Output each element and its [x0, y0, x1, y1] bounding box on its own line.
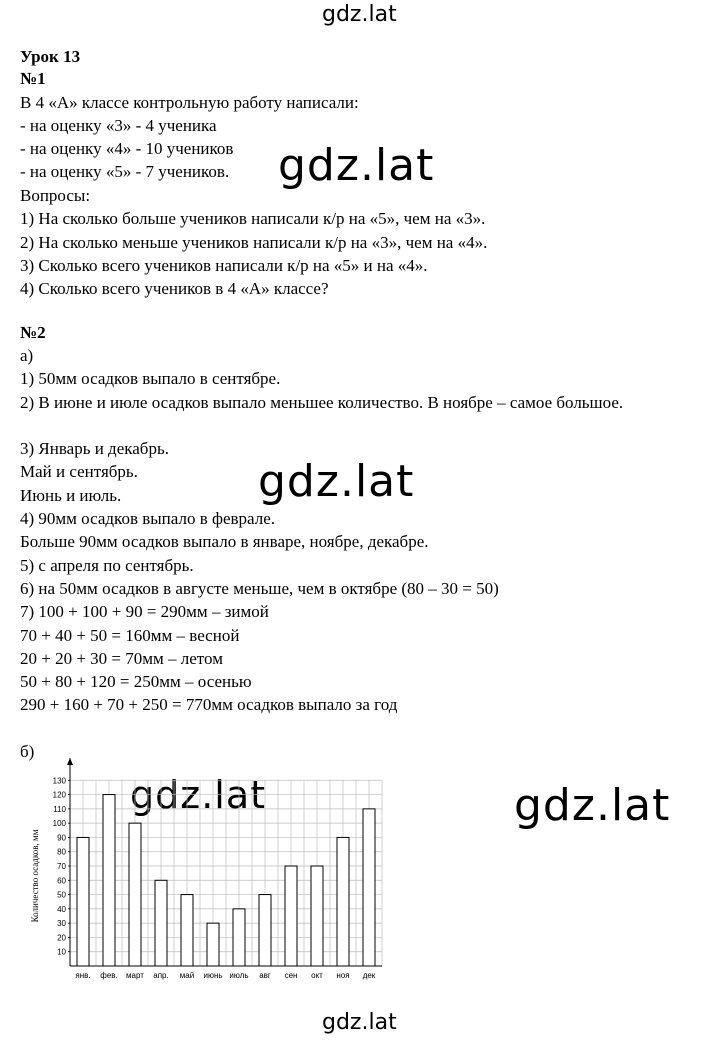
watermark-top: gdz.lat	[322, 2, 397, 27]
bar-ноя	[337, 837, 349, 966]
y-tick-label: 60	[57, 876, 66, 886]
text-line: - на оценку «4» - 10 учеников	[20, 139, 234, 158]
part-label: б)	[20, 742, 35, 761]
text-line: Больше 90мм осадков выпало в январе, ноябре, декабре.	[20, 532, 429, 551]
x-tick-label: окт	[311, 971, 323, 980]
text-line: В 4 «А» классе контрольную работу написали:	[20, 93, 359, 112]
y-tick-label: 130	[52, 776, 66, 786]
chart-grid	[70, 780, 382, 966]
bar-сен	[285, 866, 297, 966]
text-line: 3) Январь и декабрь.	[20, 439, 169, 458]
x-tick-label: авг	[259, 971, 271, 980]
text-paragraph: 2) В июне и июле осадков выпало меньшее количество. В ноябре – самое большое.	[20, 393, 624, 412]
text-line: 4) Сколько всего учеников в 4 «А» классе?	[20, 279, 329, 298]
y-tick-label: 40	[57, 904, 66, 914]
text-line: 5) с апреля по сентябрь.	[20, 556, 194, 575]
text-line: Май и сентябрь.	[20, 462, 138, 481]
bar-авг	[259, 895, 271, 966]
part-label: а)	[20, 346, 34, 365]
bar-май	[181, 895, 193, 966]
x-tick-label: апр.	[153, 971, 169, 980]
bar-март	[129, 823, 141, 966]
bar-янв.	[77, 837, 89, 966]
y-tick-label: 100	[52, 819, 66, 829]
task-number: №2	[20, 323, 46, 342]
y-tick-label: 120	[52, 790, 66, 800]
task-number: №1	[20, 69, 46, 88]
text-line: - на оценку «3» - 4 ученика	[20, 116, 217, 135]
y-axis-arrow	[67, 758, 73, 765]
watermark: gdz.lat	[258, 456, 415, 507]
watermark: gdz.lat	[278, 140, 435, 191]
text-line: 70 + 40 + 50 = 160мм – весной	[20, 626, 240, 645]
lesson-title: Урок 13	[20, 47, 81, 66]
text-line: 1) На сколько больше учеников написали к/р на «5», чем на «3».	[20, 209, 486, 228]
bar-апр.	[155, 880, 167, 966]
text-line: 290 + 160 + 70 + 250 = 770мм осадков выпало за год	[20, 695, 398, 714]
watermark: gdz.lat	[130, 773, 267, 817]
y-tick-label: 80	[57, 847, 66, 857]
watermark-bottom: gdz.lat	[322, 1010, 397, 1035]
x-tick-label: май	[179, 971, 195, 980]
text-line: 6) на 50мм осадков в августе меньше, чем в октябре (80 – 30 = 50)	[20, 579, 499, 598]
y-tick-label: 30	[57, 919, 66, 929]
y-tick-label: 50	[57, 890, 66, 900]
text-line: 4) 90мм осадков выпало в феврале.	[20, 509, 276, 528]
text-line: 50 + 80 + 120 = 250мм – осенью	[20, 672, 252, 691]
bar-июль	[233, 909, 245, 966]
bar-фев.	[103, 795, 115, 966]
x-tick-label: янв.	[75, 971, 91, 980]
y-axis-label: Количество осадков, мм	[30, 829, 40, 923]
bar-дек	[363, 809, 375, 966]
x-tick-label: дек	[362, 971, 376, 980]
text-line: - на оценку «5» - 7 учеников.	[20, 162, 230, 181]
text-line: 7) 100 + 100 + 90 = 290мм – зимой	[20, 602, 269, 621]
x-tick-label: сен	[284, 971, 298, 980]
x-tick-label: июнь	[203, 971, 223, 980]
y-tick-label: 20	[57, 933, 66, 943]
text-line: 3) Сколько всего учеников написали к/р на «5» и на «4».	[20, 256, 428, 275]
y-tick-label: 110	[53, 804, 66, 814]
x-tick-label: июль	[229, 971, 249, 980]
x-tick-label: март	[126, 971, 144, 980]
bar-окт	[311, 866, 323, 966]
precipitation-bar-chart	[28, 758, 390, 990]
bar-июнь	[207, 923, 219, 966]
text-line: Июнь и июль.	[20, 486, 122, 505]
text-line: 1) 50мм осадков выпало в сентябре.	[20, 369, 281, 388]
y-tick-label: 10	[57, 947, 66, 957]
y-tick-label: 90	[57, 833, 66, 843]
x-tick-label: ноя	[336, 971, 350, 980]
x-tick-label: фев.	[100, 971, 118, 980]
x-tick-labels	[75, 971, 375, 980]
y-tick-label: 70	[57, 862, 66, 871]
y-tick-labels	[53, 776, 70, 956]
watermark: gdz.lat	[514, 780, 671, 831]
text-line: 2) На сколько меньше учеников написали к/р на «3», чем на «4».	[20, 233, 488, 252]
text-line: 20 + 20 + 30 = 70мм – летом	[20, 649, 223, 668]
text-line: Вопросы:	[20, 186, 91, 205]
